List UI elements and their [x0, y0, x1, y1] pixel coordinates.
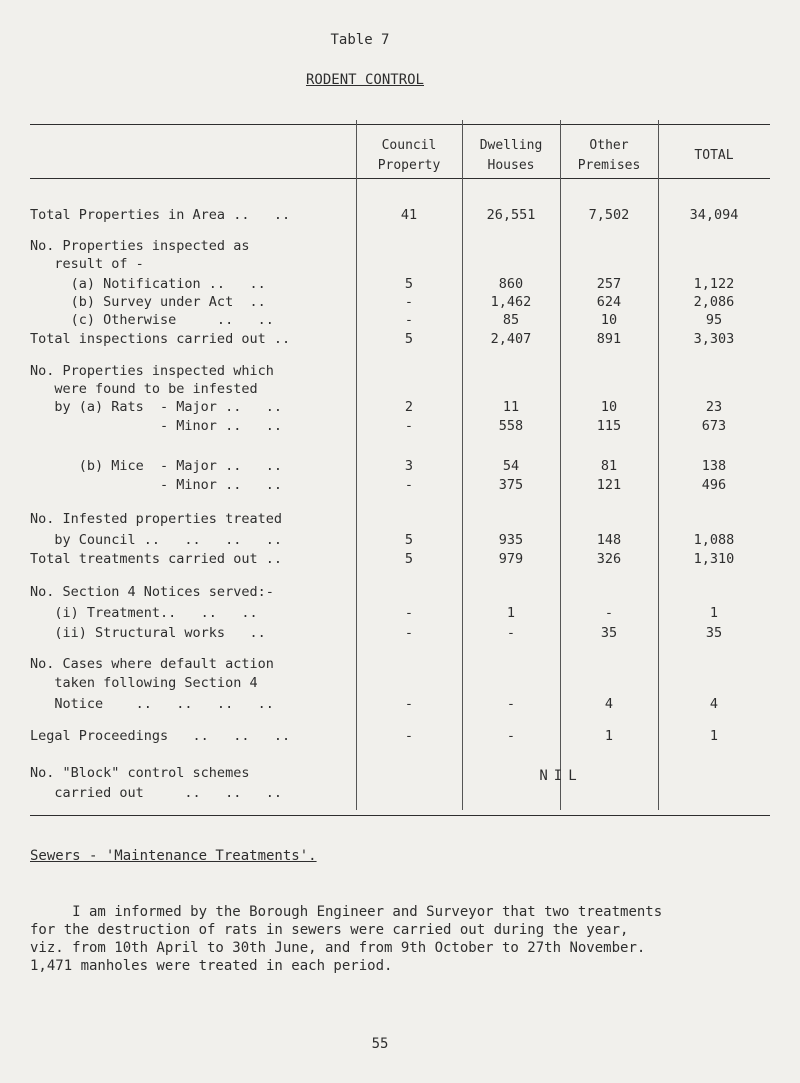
- column-header-line: Property: [377, 158, 441, 173]
- cell-other: -: [604, 605, 614, 621]
- cell-dwelling: -: [506, 696, 516, 712]
- table-title-text: RODENT CONTROL: [305, 72, 424, 88]
- column-header-other: [560, 136, 658, 176]
- section-heading: [30, 848, 317, 864]
- paragraph-line: for the destruction of rats in sewers were carried out during the year,: [30, 922, 629, 938]
- cell-council: 5: [404, 276, 414, 292]
- cell-total: 138: [701, 458, 727, 474]
- nil-value: NIL: [539, 768, 583, 784]
- table-top-rule: [30, 124, 770, 125]
- cell-other: 121: [596, 477, 622, 493]
- cell-other: 4: [604, 696, 614, 712]
- cell-other: 81: [600, 458, 618, 474]
- column-header-line: Council: [381, 138, 437, 153]
- cell-council: -: [404, 312, 414, 328]
- cell-dwelling: 54: [502, 458, 520, 474]
- row-label: Total Properties in Area .. ..: [30, 207, 291, 223]
- row-heading: were found to be infested: [30, 381, 258, 397]
- cell-other: 7,502: [588, 207, 630, 223]
- cell-total: 673: [701, 418, 727, 434]
- row-label: (a) Notification .. ..: [30, 276, 266, 292]
- row-label: by Council .. .. .. ..: [30, 532, 282, 548]
- cell-dwelling: 860: [498, 276, 524, 292]
- column-header-council: [356, 136, 462, 176]
- row-label: Total treatments carried out ..: [30, 551, 282, 567]
- page-number: 55: [371, 1036, 389, 1052]
- body-paragraph: [30, 903, 790, 975]
- column-header-line: Houses: [487, 158, 535, 173]
- column-header-line: Other: [589, 138, 629, 153]
- cell-dwelling: 85: [502, 312, 520, 328]
- cell-total: 95: [705, 312, 723, 328]
- cell-dwelling: 2,407: [490, 331, 532, 347]
- cell-total: 1,310: [693, 551, 735, 567]
- cell-council: -: [404, 625, 414, 641]
- row-heading: result of -: [30, 256, 144, 272]
- cell-council: 41: [400, 207, 418, 223]
- cell-total: 1: [709, 605, 719, 621]
- cell-council: 3: [404, 458, 414, 474]
- row-label: Total inspections carried out ..: [30, 331, 291, 347]
- cell-council: -: [404, 418, 414, 434]
- cell-other: 10: [600, 312, 618, 328]
- cell-other: 624: [596, 294, 622, 310]
- cell-other: 1: [604, 728, 614, 744]
- cell-council: 5: [404, 331, 414, 347]
- cell-total: 1: [709, 728, 719, 744]
- column-header-line: Premises: [577, 158, 641, 173]
- row-heading: No. Section 4 Notices served:-: [30, 584, 274, 600]
- cell-total: 2,086: [693, 294, 735, 310]
- cell-dwelling: 375: [498, 477, 524, 493]
- row-heading: No. Properties inspected which: [30, 363, 274, 379]
- section-heading-text: Sewers - 'Maintenance Treatments'.: [30, 848, 317, 864]
- cell-dwelling: 558: [498, 418, 524, 434]
- row-label: (b) Survey under Act ..: [30, 294, 266, 310]
- cell-total: 35: [705, 625, 723, 641]
- column-header-total: [658, 146, 770, 166]
- row-label: (b) Mice - Major .. ..: [30, 458, 282, 474]
- cell-other: 148: [596, 532, 622, 548]
- row-heading: carried out .. .. ..: [30, 785, 282, 801]
- cell-council: 5: [404, 551, 414, 567]
- table-bottom-rule: [30, 815, 770, 816]
- cell-council: -: [404, 477, 414, 493]
- cell-council: 2: [404, 399, 414, 415]
- cell-dwelling: 979: [498, 551, 524, 567]
- cell-other: 35: [600, 625, 618, 641]
- row-label: (c) Otherwise .. ..: [30, 312, 274, 328]
- row-label: - Minor .. ..: [30, 477, 282, 493]
- row-label: (i) Treatment.. .. ..: [30, 605, 258, 621]
- cell-dwelling: 26,551: [486, 207, 536, 223]
- cell-dwelling: -: [506, 728, 516, 744]
- cell-total: 4: [709, 696, 719, 712]
- row-label: by (a) Rats - Major .. ..: [30, 399, 282, 415]
- cell-dwelling: 1: [506, 605, 516, 621]
- cell-other: 10: [600, 399, 618, 415]
- header-bottom-rule: [30, 178, 770, 179]
- cell-total: 3,303: [693, 331, 735, 347]
- cell-dwelling: 935: [498, 532, 524, 548]
- cell-dwelling: 11: [502, 399, 520, 415]
- cell-total: 23: [705, 399, 723, 415]
- cell-other: 891: [596, 331, 622, 347]
- column-header-line: TOTAL: [694, 148, 734, 163]
- paragraph-line: viz. from 10th April to 30th June, and from 9th October to 27th November.: [30, 940, 646, 956]
- cell-total: 1,088: [693, 532, 735, 548]
- paragraph-line: 1,471 manholes were treated in each period.: [30, 958, 393, 974]
- row-label: Notice .. .. .. ..: [30, 696, 274, 712]
- row-label: - Minor .. ..: [30, 418, 282, 434]
- column-header-line: Dwelling: [479, 138, 543, 153]
- row-heading: No. Infested properties treated: [30, 511, 282, 527]
- row-label: Legal Proceedings .. .. ..: [30, 728, 291, 744]
- cell-council: -: [404, 294, 414, 310]
- cell-council: -: [404, 696, 414, 712]
- cell-other: 326: [596, 551, 622, 567]
- column-header-dwelling: [462, 136, 560, 176]
- cell-council: -: [404, 728, 414, 744]
- cell-other: 115: [596, 418, 622, 434]
- cell-dwelling: 1,462: [490, 294, 532, 310]
- row-heading: No. Properties inspected as: [30, 238, 250, 254]
- paragraph-line: I am informed by the Borough Engineer and Surveyor that two treatments: [30, 904, 663, 920]
- cell-dwelling: -: [506, 625, 516, 641]
- table-number: Table 7: [330, 32, 390, 48]
- cell-total: 1,122: [693, 276, 735, 292]
- row-heading: taken following Section 4: [30, 675, 258, 691]
- row-heading: No. "Block" control schemes: [30, 765, 250, 781]
- table-title: [0, 72, 730, 88]
- cell-total: 496: [701, 477, 727, 493]
- row-heading: No. Cases where default action: [30, 656, 274, 672]
- cell-council: 5: [404, 532, 414, 548]
- row-label: (ii) Structural works ..: [30, 625, 266, 641]
- cell-council: -: [404, 605, 414, 621]
- cell-total: 34,094: [689, 207, 739, 223]
- cell-other: 257: [596, 276, 622, 292]
